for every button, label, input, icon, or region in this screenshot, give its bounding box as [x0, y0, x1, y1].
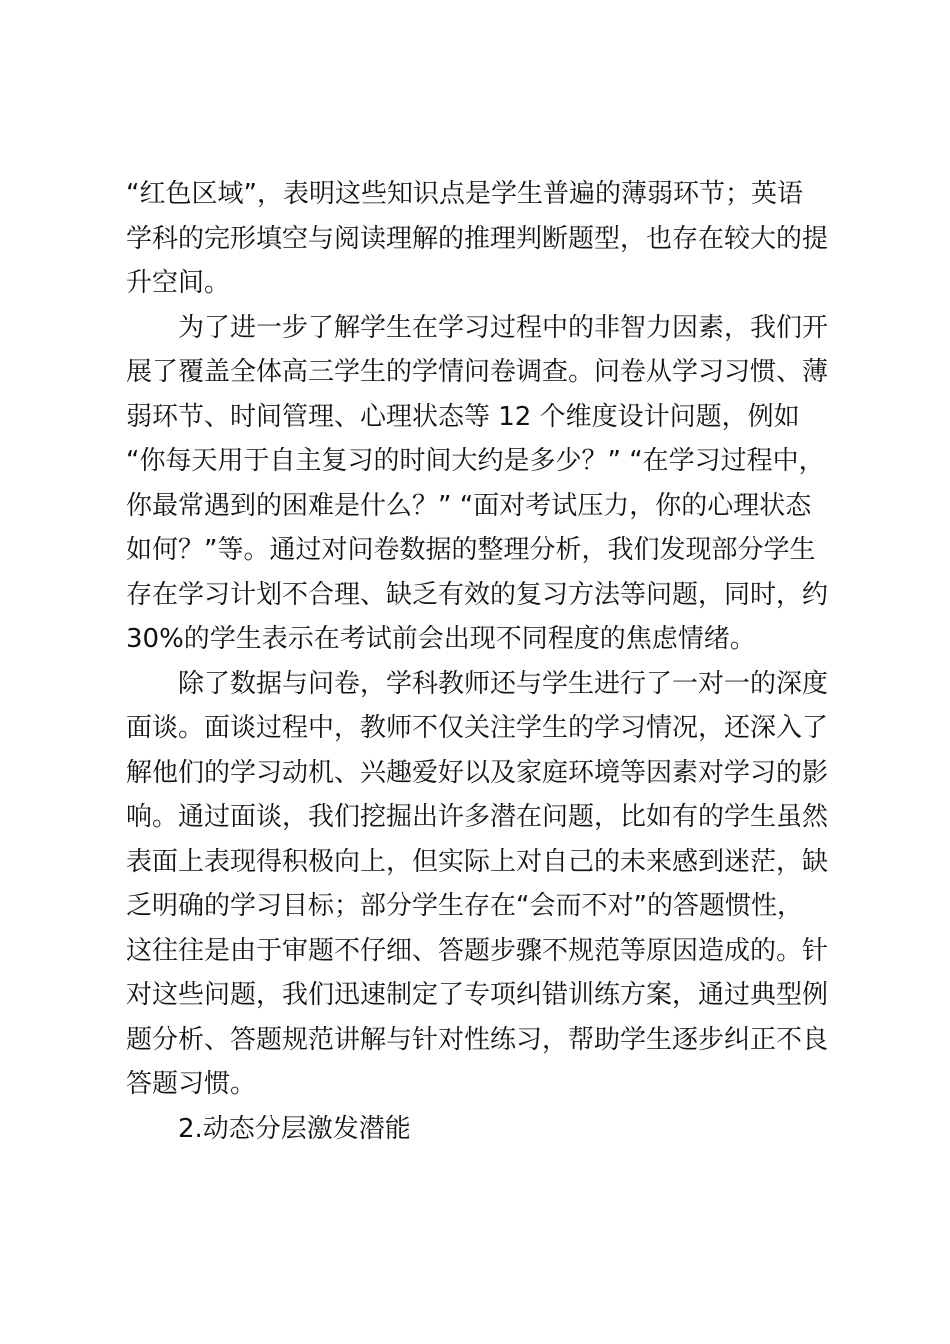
text-line: “你每天用于自主复习的时间大约是多少？” “在学习过程中，: [126, 446, 825, 476]
text-line: 展了覆盖全体高三学生的学情问卷调查。问卷从学习习惯、薄: [126, 357, 829, 387]
section-heading: 2.动态分层激发潜能: [178, 1113, 411, 1144]
text-line: 表面上表现得积极向上，但实际上对自己的未来感到迷茫，缺: [126, 846, 829, 877]
text-line: 如何？”等。通过对问卷数据的整理分析，我们发现部分学生: [126, 535, 816, 565]
text-line: 升空间。: [126, 268, 231, 298]
text-line: 30%的学生表示在考试前会出现不同程度的焦虑情绪。: [126, 624, 756, 654]
paragraph-start-line: 除了数据与问卷，学科教师还与学生进行了一对一的深度: [178, 668, 829, 699]
document-body: [126, 172, 838, 1151]
text-line: 这往往是由于审题不仔细、答题步骤不规范等原因造成的。针: [126, 935, 829, 966]
text-line: 解他们的学习动机、兴趣爱好以及家庭环境等因素对学习的影: [126, 757, 829, 788]
text-line: 存在学习计划不合理、缺乏有效的复习方法等问题，同时，约: [126, 579, 829, 610]
text-line: 弱环节、时间管理、心理状态等 12 个维度设计问题，例如: [126, 401, 800, 432]
text-line: 对这些问题，我们迅速制定了专项纠错训练方案，通过典型例: [126, 980, 829, 1010]
text-line: “红色区域”，表明这些知识点是学生普遍的薄弱环节；英语: [126, 179, 803, 209]
text-line: 题分析、答题规范讲解与针对性练习，帮助学生逐步纠正不良: [126, 1024, 829, 1055]
text-line: 你最常遇到的困难是什么？” “面对考试压力，你的心理状态: [126, 490, 812, 521]
text-line: 学科的完形填空与阅读理解的推理判断题型，也存在较大的提: [126, 223, 829, 254]
text-line: 乏明确的学习目标；部分学生存在“会而不对”的答题惯性，: [126, 891, 803, 921]
text-line: 响。通过面谈，我们挖掘出许多潜在问题，比如有的学生虽然: [126, 802, 829, 832]
text-line: 答题习惯。: [126, 1069, 257, 1099]
text-line: 面谈。面谈过程中，教师不仅关注学生的学习情况，还深入了: [126, 713, 829, 743]
paragraph-start-line: 为了进一步了解学生在学习过程中的非智力因素，我们开: [178, 312, 829, 343]
